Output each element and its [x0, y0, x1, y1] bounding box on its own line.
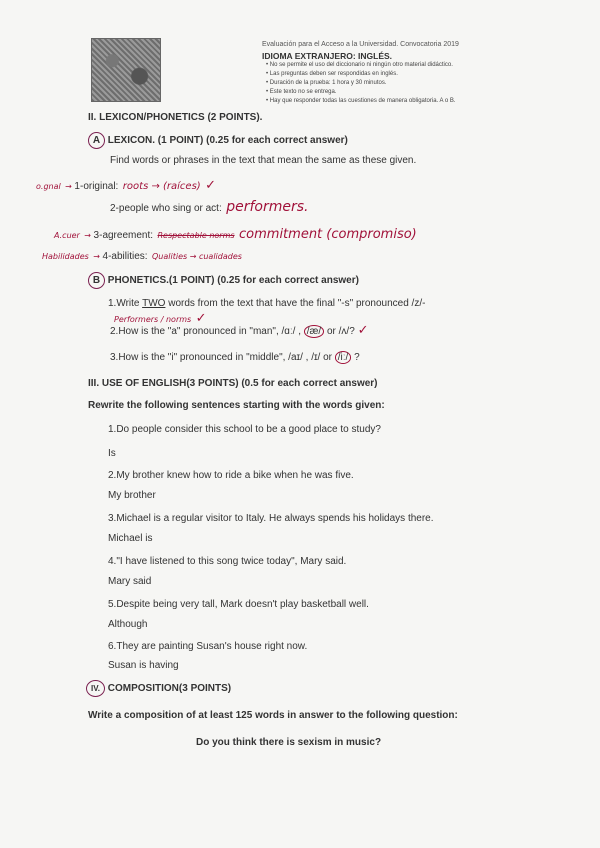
- item-label: 3-agreement:: [93, 230, 154, 241]
- check-mark-icon: ✓: [205, 177, 217, 192]
- rewrite-question: 6.They are painting Susan's house right now.: [108, 641, 308, 652]
- item-label: 2-people who sing or act:: [110, 203, 222, 214]
- lexicon-item-4: Habilidades → 4-abilities: Qualities → cualidades: [42, 251, 242, 262]
- part-b-heading: [88, 272, 359, 289]
- rewrite-starter: Susan is having: [108, 660, 179, 671]
- exam-subject: IDIOMA EXTRANJERO: INGLÉS.: [262, 51, 393, 61]
- lexicon-item-1: o.gnal → 1-original: roots → (raíces) ✓: [36, 177, 217, 192]
- rewrite-question: 2.My brother knew how to ride a bike when he was five.: [108, 470, 354, 481]
- phonetics-q2: 2.How is the "a" pronounced in "man", /ɑː/ , /æ/ or /ʌ/? ✓: [110, 322, 369, 337]
- check-mark-icon: ✓: [357, 322, 369, 337]
- margin-note: A.cuer: [54, 231, 80, 240]
- margin-note: o.gnal: [36, 182, 61, 191]
- instruction-item: • Hay que responder todas las cuestiones de manera obligatoria. A o B.: [266, 98, 456, 104]
- phonetics-q1: 1.Write TWO words from the text that have the final "-s" pronounced /z/-: [108, 298, 426, 309]
- section-4-title: COMPOSITION(3 POINTS): [107, 683, 232, 694]
- margin-note: Habilidades: [42, 252, 89, 261]
- part-a-title: LEXICON. (1 POINT) (0.25 for each correct answer): [107, 135, 348, 146]
- section-4-heading: [86, 680, 231, 697]
- lexicon-instruction: Find words or phrases in the text that mean the same as these given.: [110, 155, 417, 166]
- check-mark-icon: ✓: [195, 310, 207, 325]
- handwritten-answer: roots → (raíces): [122, 181, 201, 192]
- rewrite-question: 1.Do people consider this school to be a good place to study?: [108, 424, 381, 435]
- part-a-heading: [88, 132, 348, 149]
- part-a-circle: A: [88, 132, 105, 149]
- composition-question: Do you think there is sexism in music?: [196, 737, 382, 748]
- rewrite-question: 5.Despite being very tall, Mark doesn't play basketball well.: [108, 599, 369, 610]
- circled-answer: /iː/: [335, 351, 352, 364]
- university-logo: [91, 38, 161, 102]
- rewrite-starter: Is: [108, 448, 116, 459]
- exam-title: Evaluación para el Acceso a la Universidad. Convocatoria 2019: [262, 41, 459, 48]
- handwritten-answer: commitment (compromiso): [239, 227, 417, 242]
- item-label: 1-original:: [74, 181, 119, 192]
- section-3-instruction: Rewrite the following sentences starting with the words given:: [88, 400, 385, 411]
- phonetics-q3: 3.How is the "i" pronounced in "middle", /aɪ/ , /ɪ/ or /iː/ ?: [110, 352, 360, 363]
- part-b-circle: B: [88, 272, 105, 289]
- rewrite-starter: Mary said: [108, 576, 152, 587]
- item-label: 4-abilities:: [102, 251, 148, 262]
- instruction-item: • No se permite el uso del diccionario ni ningún otro material didáctico.: [266, 62, 453, 68]
- section-4-circle: IV.: [86, 680, 105, 697]
- handwritten-answer: Qualities → cualidades: [152, 252, 242, 261]
- part-b-title: PHONETICS.(1 POINT) (0.25 for each correct answer): [107, 275, 359, 286]
- section-2-title: II. LEXICON/PHONETICS (2 POINTS).: [88, 112, 263, 123]
- instruction-item: • Las preguntas deben ser respondidas en inglés.: [266, 71, 398, 77]
- composition-instruction: Write a composition of at least 125 words in answer to the following question:: [88, 710, 458, 721]
- handwritten-answer: performers.: [226, 199, 309, 215]
- lexicon-item-2: [110, 198, 308, 216]
- rewrite-starter: Michael is: [108, 533, 153, 544]
- instruction-item: • Duración de la prueba: 1 hora y 30 minutos.: [266, 80, 387, 86]
- rewrite-starter: My brother: [108, 490, 156, 501]
- rewrite-question: 3.Michael is a regular visitor to Italy. He always spends his holidays there.: [108, 513, 434, 524]
- instruction-item: • Este texto no se entrega.: [266, 89, 337, 95]
- section-3-title: III. USE OF ENGLISH(3 POINTS) (0.5 for each correct answer): [88, 378, 378, 389]
- rewrite-question: 4."I have listened to this song twice today", Mary said.: [108, 556, 347, 567]
- lexicon-item-3: A.cuer → 3-agreement: Respectable norms commitment (compromiso): [54, 227, 417, 242]
- struck-answer: Respectable norms: [157, 231, 235, 240]
- circled-answer: /æ/: [304, 325, 324, 338]
- rewrite-starter: Although: [108, 619, 148, 630]
- handwritten-answer: Performers / norms: [114, 315, 192, 324]
